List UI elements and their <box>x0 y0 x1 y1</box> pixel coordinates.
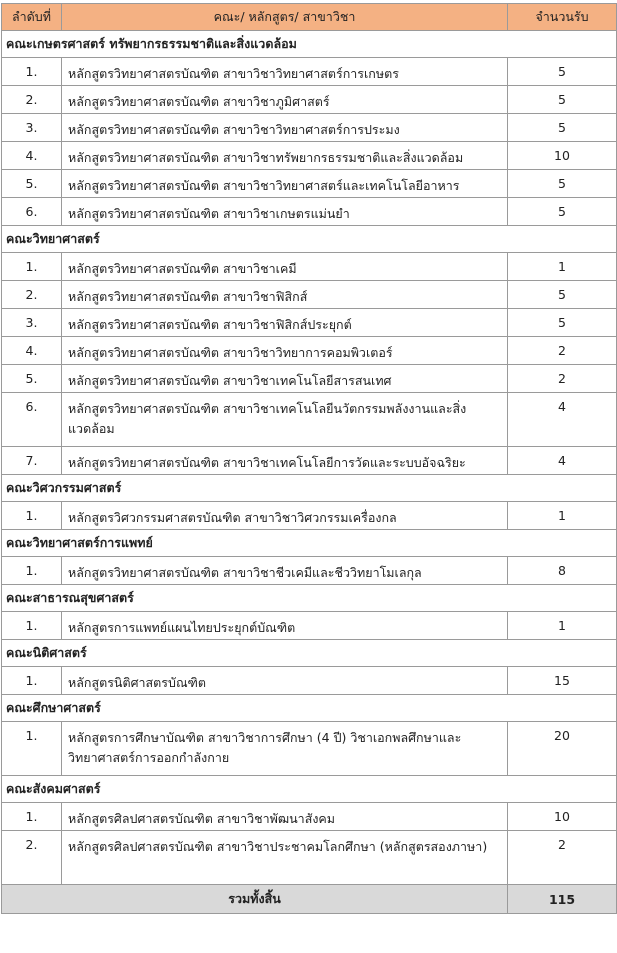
program-name: หลักสูตรนิติศาสตรบัณฑิต <box>62 667 508 695</box>
program-name: หลักสูตรศิลปศาสตรบัณฑิต สาขาวิชาประชาคมโลกศึกษา (หลักสูตรสองภาษา) <box>62 831 508 885</box>
faculty-name: คณะวิศวกรรมศาสตร์ <box>2 475 617 502</box>
admission-count: 2 <box>508 337 617 365</box>
row-number: 5. <box>2 365 62 393</box>
program-name: หลักสูตรวิทยาศาสตรบัณฑิต สาขาวิชาภูมิศาสตร์ <box>62 86 508 114</box>
table-row <box>2 831 617 885</box>
program-name: หลักสูตรวิทยาศาสตรบัณฑิต สาขาวิชาเทคโนโลยีสารสนเทศ <box>62 365 508 393</box>
row-number: 1. <box>2 667 62 695</box>
faculty-row <box>2 31 617 58</box>
admission-count: 4 <box>508 447 617 475</box>
faculty-row <box>2 585 617 612</box>
row-number: 2. <box>2 831 62 885</box>
faculty-name: คณะศึกษาศาสตร์ <box>2 695 617 722</box>
admission-count: 5 <box>508 58 617 86</box>
header-count: จำนวนรับ <box>508 4 617 31</box>
row-number: 6. <box>2 393 62 447</box>
row-number: 3. <box>2 309 62 337</box>
row-number: 1. <box>2 557 62 585</box>
faculty-row <box>2 226 617 253</box>
program-name: หลักสูตรการศึกษาบัณฑิต สาขาวิชาการศึกษา (4 ปี) วิชาเอกพลศึกษาและวิทยาศาสตร์การออกกำลังกาย <box>62 722 508 776</box>
row-number: 1. <box>2 803 62 831</box>
table-row <box>2 557 617 585</box>
admission-count: 5 <box>508 114 617 142</box>
faculty-row <box>2 640 617 667</box>
table-row <box>2 281 617 309</box>
admission-count: 15 <box>508 667 617 695</box>
faculty-name: คณะสังคมศาสตร์ <box>2 776 617 803</box>
faculty-name: คณะสาธารณสุขศาสตร์ <box>2 585 617 612</box>
total-label: รวมทั้งสิ้น <box>2 885 508 914</box>
program-name: หลักสูตรวิทยาศาสตรบัณฑิต สาขาวิชาเคมี <box>62 253 508 281</box>
program-name: หลักสูตรวิศวกรรมศาสตรบัณฑิต สาขาวิชาวิศวกรรมเครื่องกล <box>62 502 508 530</box>
program-name: หลักสูตรวิทยาศาสตรบัณฑิต สาขาวิชาวิทยาการคอมพิวเตอร์ <box>62 337 508 365</box>
table-row <box>2 365 617 393</box>
admission-count: 5 <box>508 86 617 114</box>
header-program: คณะ/ หลักสูตร/ สาขาวิชา <box>62 4 508 31</box>
table-row <box>2 612 617 640</box>
admission-count: 4 <box>508 393 617 447</box>
table-row <box>2 337 617 365</box>
header-order: ลำดับที่ <box>2 4 62 31</box>
program-name: หลักสูตรศิลปศาสตรบัณฑิต สาขาวิชาพัฒนาสังคม <box>62 803 508 831</box>
row-number: 2. <box>2 86 62 114</box>
table-body <box>2 31 617 885</box>
admission-count: 20 <box>508 722 617 776</box>
table-row <box>2 667 617 695</box>
table-row <box>2 722 617 776</box>
faculty-name: คณะวิทยาศาสตร์ <box>2 226 617 253</box>
table-row <box>2 393 617 447</box>
table-row <box>2 502 617 530</box>
program-name: หลักสูตรวิทยาศาสตรบัณฑิต สาขาวิชาฟิสิกส์ประยุกต์ <box>62 309 508 337</box>
row-number: 1. <box>2 253 62 281</box>
row-number: 2. <box>2 281 62 309</box>
table-row <box>2 170 617 198</box>
admission-count: 8 <box>508 557 617 585</box>
row-number: 1. <box>2 722 62 776</box>
table-row <box>2 309 617 337</box>
table-row <box>2 142 617 170</box>
admission-count: 2 <box>508 831 617 885</box>
table-row <box>2 447 617 475</box>
program-name: หลักสูตรวิทยาศาสตรบัณฑิต สาขาวิชาชีวเคมีและชีววิทยาโมเลกุล <box>62 557 508 585</box>
row-number: 3. <box>2 114 62 142</box>
header-row <box>2 4 617 31</box>
program-name: หลักสูตรวิทยาศาสตรบัณฑิต สาขาวิชาฟิสิกส์ <box>62 281 508 309</box>
row-number: 4. <box>2 142 62 170</box>
table-row <box>2 58 617 86</box>
admission-count: 5 <box>508 309 617 337</box>
faculty-name: คณะวิทยาศาสตร์การแพทย์ <box>2 530 617 557</box>
faculty-name: คณะเกษตรศาสตร์ ทรัพยากรธรรมชาติและสิ่งแวดล้อม <box>2 31 617 58</box>
program-name: หลักสูตรวิทยาศาสตรบัณฑิต สาขาวิชาเทคโนโลยีการวัดและระบบอัจฉริยะ <box>62 447 508 475</box>
row-number: 5. <box>2 170 62 198</box>
table-row <box>2 253 617 281</box>
row-number: 1. <box>2 502 62 530</box>
admission-count: 10 <box>508 803 617 831</box>
admission-count: 5 <box>508 281 617 309</box>
table-row <box>2 198 617 226</box>
table-row <box>2 803 617 831</box>
admission-count: 2 <box>508 365 617 393</box>
program-name: หลักสูตรวิทยาศาสตรบัณฑิต สาขาวิชาเทคโนโลยีนวัตกรรมพลังงานและสิ่งแวดล้อม <box>62 393 508 447</box>
admission-count: 10 <box>508 142 617 170</box>
admission-count: 5 <box>508 198 617 226</box>
program-name: หลักสูตรวิทยาศาสตรบัณฑิต สาขาวิชาวิทยาศาสตร์การประมง <box>62 114 508 142</box>
program-name: หลักสูตรการแพทย์แผนไทยประยุกต์บัณฑิต <box>62 612 508 640</box>
total-row <box>2 885 617 914</box>
faculty-row <box>2 475 617 502</box>
program-name: หลักสูตรวิทยาศาสตรบัณฑิต สาขาวิชาเกษตรแม่นยำ <box>62 198 508 226</box>
admission-count: 1 <box>508 612 617 640</box>
row-number: 4. <box>2 337 62 365</box>
admission-count: 1 <box>508 502 617 530</box>
table-row <box>2 114 617 142</box>
program-name: หลักสูตรวิทยาศาสตรบัณฑิต สาขาวิชาทรัพยากรธรรมชาติและสิ่งแวดล้อม <box>62 142 508 170</box>
faculty-row <box>2 776 617 803</box>
row-number: 1. <box>2 58 62 86</box>
row-number: 1. <box>2 612 62 640</box>
program-name: หลักสูตรวิทยาศาสตรบัณฑิต สาขาวิชาวิทยาศาสตร์การเกษตร <box>62 58 508 86</box>
faculty-row <box>2 695 617 722</box>
row-number: 7. <box>2 447 62 475</box>
admission-table <box>1 3 617 914</box>
table-row <box>2 86 617 114</box>
faculty-name: คณะนิติศาสตร์ <box>2 640 617 667</box>
program-name: หลักสูตรวิทยาศาสตรบัณฑิต สาขาวิชาวิทยาศาสตร์และเทคโนโลยีอาหาร <box>62 170 508 198</box>
faculty-row <box>2 530 617 557</box>
admission-count: 5 <box>508 170 617 198</box>
total-value: 115 <box>508 885 617 914</box>
row-number: 6. <box>2 198 62 226</box>
admission-count: 1 <box>508 253 617 281</box>
